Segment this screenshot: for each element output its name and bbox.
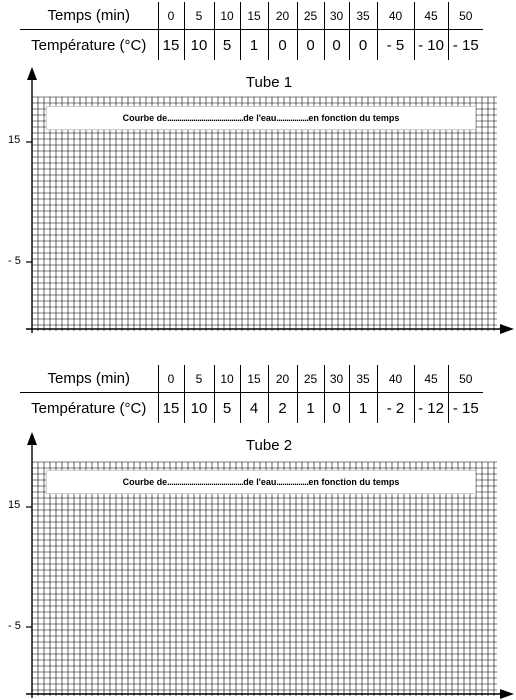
caption-blank: ...................................... [167,477,244,487]
y-axis-arrow-icon [27,432,37,445]
time-cell: 45 [414,365,448,393]
graph-title: Tube 1 [245,74,293,91]
temperature-cell: 10 [184,393,214,424]
time-row [20,365,483,393]
time-cell: 50 [448,2,483,30]
time-header: Temps (min) [47,7,130,24]
caption-text: Courbe de [122,477,168,487]
tube-2-data-table [20,365,483,423]
time-cell: 20 [268,2,297,30]
caption-text: de l'eau [243,477,277,487]
temperature-cell: 1 [297,393,324,424]
temperature-cell: 0 [349,30,377,61]
graph-caption [46,470,476,494]
temperature-cell: - 15 [448,393,483,424]
time-cell: 45 [414,2,448,30]
caption-text: en fonction du temps [308,477,400,487]
temperature-cell: 10 [184,30,214,61]
time-cell: 40 [377,2,414,30]
temperature-cell: - 10 [414,30,448,61]
time-cell: 15 [240,365,268,393]
x-axis-arrow-icon [500,689,514,699]
caption-text: de l'eau [243,113,277,123]
time-cell: 30 [324,2,349,30]
caption-blank: ...................................... [167,113,244,123]
y-tick-label-15: 15 [8,499,21,511]
temperature-header: Température (°C) [20,30,158,61]
temperature-row [20,30,483,61]
time-cell: 15 [240,2,268,30]
grid-lines [32,97,497,331]
x-axis-arrow-icon [500,324,514,334]
time-cell: 50 [448,365,483,393]
temperature-cell: 0 [324,30,349,61]
graph-caption [46,106,476,130]
temperature-cell: 5 [214,30,240,61]
time-cell: 35 [349,2,377,30]
caption-text: Courbe de [122,113,168,123]
temperature-cell: 1 [349,393,377,424]
temperature-cell: 0 [268,30,297,61]
temperature-cell: 4 [240,393,268,424]
temperature-cell: 1 [240,30,268,61]
temperature-cell: 5 [214,393,240,424]
graph-title: Tube 2 [245,437,293,454]
time-cell: 5 [184,2,214,30]
caption-text: en fonction du temps [308,113,400,123]
time-cell: 0 [158,365,184,393]
time-cell: 10 [214,365,240,393]
temperature-cell: 15 [158,30,184,61]
temperature-cell: - 12 [414,393,448,424]
y-axis-arrow-icon [27,67,37,80]
tube-2-section [0,365,516,700]
time-cell: 20 [268,365,297,393]
time-header: Temps (min) [47,370,130,387]
temperature-header: Température (°C) [20,393,158,424]
time-cell: 10 [214,2,240,30]
time-cell: 0 [158,2,184,30]
time-cell: 5 [184,365,214,393]
temperature-cell: - 15 [448,30,483,61]
time-cell: 25 [297,365,324,393]
time-cell: 40 [377,365,414,393]
y-tick-label-minus-5: - 5 [8,255,21,267]
temperature-cell: 2 [268,393,297,424]
temperature-row [20,393,483,424]
temperature-cell: 15 [158,393,184,424]
tube-1-data-table [20,2,483,60]
temperature-cell: - 5 [377,30,414,61]
y-tick-label-15: 15 [8,134,21,146]
temperature-cell: 0 [297,30,324,61]
time-cell: 35 [349,365,377,393]
time-cell: 30 [324,365,349,393]
time-row [20,2,483,30]
caption-blank: ................ [276,477,309,487]
caption-blank: ................ [276,113,309,123]
temperature-cell: - 2 [377,393,414,424]
temperature-cell: 0 [324,393,349,424]
time-cell: 25 [297,2,324,30]
grid-lines [32,462,497,696]
y-tick-label-minus-5: - 5 [8,620,21,632]
